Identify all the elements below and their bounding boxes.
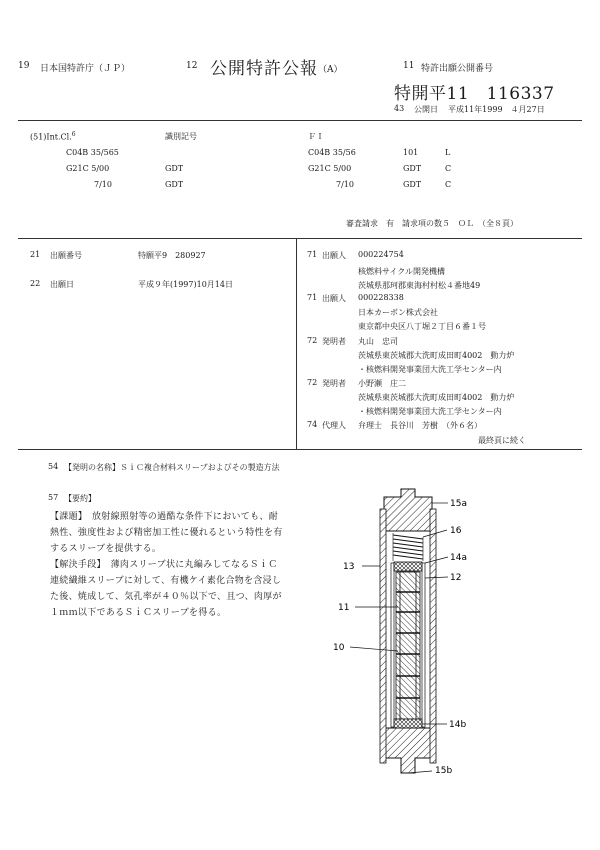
sleeve-figure	[310, 478, 510, 778]
cl-row-2: G21C 5/00	[66, 164, 110, 173]
rule-top	[18, 120, 582, 121]
abstract-line-5: 連続繊維スリーブに対して、有機ケイ素化合物を含浸し	[50, 576, 282, 586]
label-14a: 14a	[450, 553, 467, 563]
kind-title: 公開特許公報	[210, 59, 318, 79]
party-1-line-1: 000224754	[358, 250, 404, 259]
invention-title: 【発明の名称】ＳｉＣ複合材料スリーブおよびその製造方法	[64, 463, 280, 472]
publication-date: 平成11年1999 ４月27日	[448, 105, 545, 114]
kind-code: （A）	[318, 65, 343, 75]
party-4-line-2: 茨城県東茨城郡大洗町成田町4002 動力炉	[358, 393, 515, 402]
id-row-3: GDT	[165, 180, 184, 189]
abstract-num: 57	[48, 493, 59, 502]
label-14b: 14b	[449, 720, 467, 730]
pellet-stack	[396, 572, 420, 719]
office: 日本国特許庁（ＪＰ）	[40, 64, 131, 74]
label-13: 13	[343, 562, 355, 572]
party-5-line-1: 弁理士 長谷川 芳樹 （外６名）	[358, 421, 482, 430]
label-15a: 15a	[450, 499, 467, 509]
label-16: 16	[450, 526, 462, 536]
pubnum-label: 特許出願公開番号	[421, 64, 494, 74]
appdate-label: 出願日	[50, 280, 74, 289]
party-num-3: 72	[307, 336, 318, 345]
fi-label: ＦＩ	[308, 132, 324, 141]
continued-note: 最終頁に続く	[478, 436, 526, 445]
appno-num: 21	[30, 250, 41, 259]
examination-line: 審査請求 有 請求項の数５ ＯＬ （全８頁）	[346, 219, 518, 228]
id-row-2: GDT	[165, 164, 184, 173]
bottom-plug	[384, 728, 432, 773]
spring	[393, 533, 423, 561]
party-label-3: 発明者	[322, 337, 346, 346]
party-num-4: 72	[307, 378, 318, 387]
label-10: 10	[333, 643, 345, 653]
fi-row-2: G21C 5/00	[308, 164, 352, 173]
label-15b: 15b	[435, 766, 453, 776]
party-1-line-3: 茨城県那珂郡東海村村松４番地49	[358, 281, 481, 290]
pubnum-label-num: 11	[403, 61, 415, 71]
party-1-line-2: 核燃料サイクル開発機構	[358, 267, 446, 276]
rule-mid	[18, 238, 582, 239]
date-label: 公開日	[414, 105, 438, 114]
party-label-4: 発明者	[322, 379, 346, 388]
fi-a-row-2: GDT	[403, 164, 422, 173]
application-date: 平成９年(1997)10月14日	[138, 280, 233, 289]
party-4-line-1: 小野瀬 庄二	[358, 379, 406, 388]
party-3-line-1: 丸山 忠司	[358, 337, 398, 346]
party-num-5: 74	[307, 420, 318, 429]
cladding-left	[380, 509, 386, 763]
top-plug	[384, 489, 432, 531]
fi-row-3: 7/10	[336, 180, 354, 189]
abstract-line-1: 【課題】 放射線照射等の過酷な条件下においても、耐	[50, 512, 279, 522]
party-4-line-3: ・核燃料開発事業団大洗工学センター内	[358, 407, 502, 416]
office-num: 19	[18, 61, 30, 71]
party-num-2: 71	[307, 293, 318, 302]
cl-row-1: C04B 35/565	[66, 148, 119, 157]
fi-row-1: C04B 35/56	[308, 148, 356, 157]
fi-b-row-3: C	[445, 180, 452, 189]
label-12: 12	[450, 573, 462, 583]
party-2-line-1: 000228338	[358, 293, 404, 302]
abstract-line-7: １ｍｍ以下であるＳｉＣスリーブを得る。	[50, 608, 227, 618]
fi-b-row-2: C	[445, 164, 452, 173]
party-3-line-3: ・核燃料開発事業団大洗工学センター内	[358, 365, 502, 374]
date-num: 43	[394, 104, 405, 113]
label-11: 11	[338, 603, 350, 613]
intcl-label: (51)Int.Cl.$^6$	[30, 131, 76, 142]
appdate-num: 22	[30, 279, 41, 288]
sleeve-left	[391, 563, 394, 727]
abstract-heading: 【要約】	[64, 494, 96, 503]
appno-label: 出願番号	[50, 251, 82, 260]
cl-row-3: 7/10	[94, 180, 112, 189]
party-label-2: 出願人	[322, 294, 346, 303]
intcl-sup: 6	[71, 131, 76, 138]
abstract-line-2: 熱性、強度性および精密加工性に優れるという特性を有	[50, 528, 283, 538]
fi-b-row-1: L	[445, 148, 451, 157]
kind-num: 12	[186, 61, 198, 71]
party-2-line-3: 東京都中央区八丁堀２丁目６番１号	[358, 322, 486, 331]
id-label: 識別記号	[165, 132, 197, 141]
party-2-line-2: 日本カーボン株式会社	[358, 308, 438, 317]
party-num-1: 71	[307, 250, 318, 259]
abstract-line-4: 【解決手段】 薄肉スリーブ状に丸編みしてなるＳｉＣ	[50, 560, 278, 570]
publication-number: 特開平11 116337	[394, 84, 555, 104]
spacer-bottom	[394, 719, 422, 728]
party-label-1: 出願人	[322, 251, 346, 260]
sleeve-right	[422, 563, 425, 727]
cladding-right	[430, 509, 436, 763]
fi-a-row-3: GDT	[403, 180, 422, 189]
column-divider	[296, 238, 297, 449]
rule-bottom	[18, 449, 582, 450]
abstract-line-3: するスリーブを提供する。	[50, 544, 162, 554]
party-label-5: 代理人	[322, 421, 346, 430]
fi-a-row-1: 101	[403, 148, 419, 157]
party-3-line-2: 茨城県東茨城郡大洗町成田町4002 動力炉	[358, 351, 515, 360]
spacer-top	[394, 562, 422, 571]
title-num: 54	[48, 462, 59, 471]
abstract-line-6: た後、焼成して、気孔率が４０％以下で、且つ、肉厚が	[50, 592, 282, 602]
application-number: 特願平9 280927	[138, 251, 206, 260]
